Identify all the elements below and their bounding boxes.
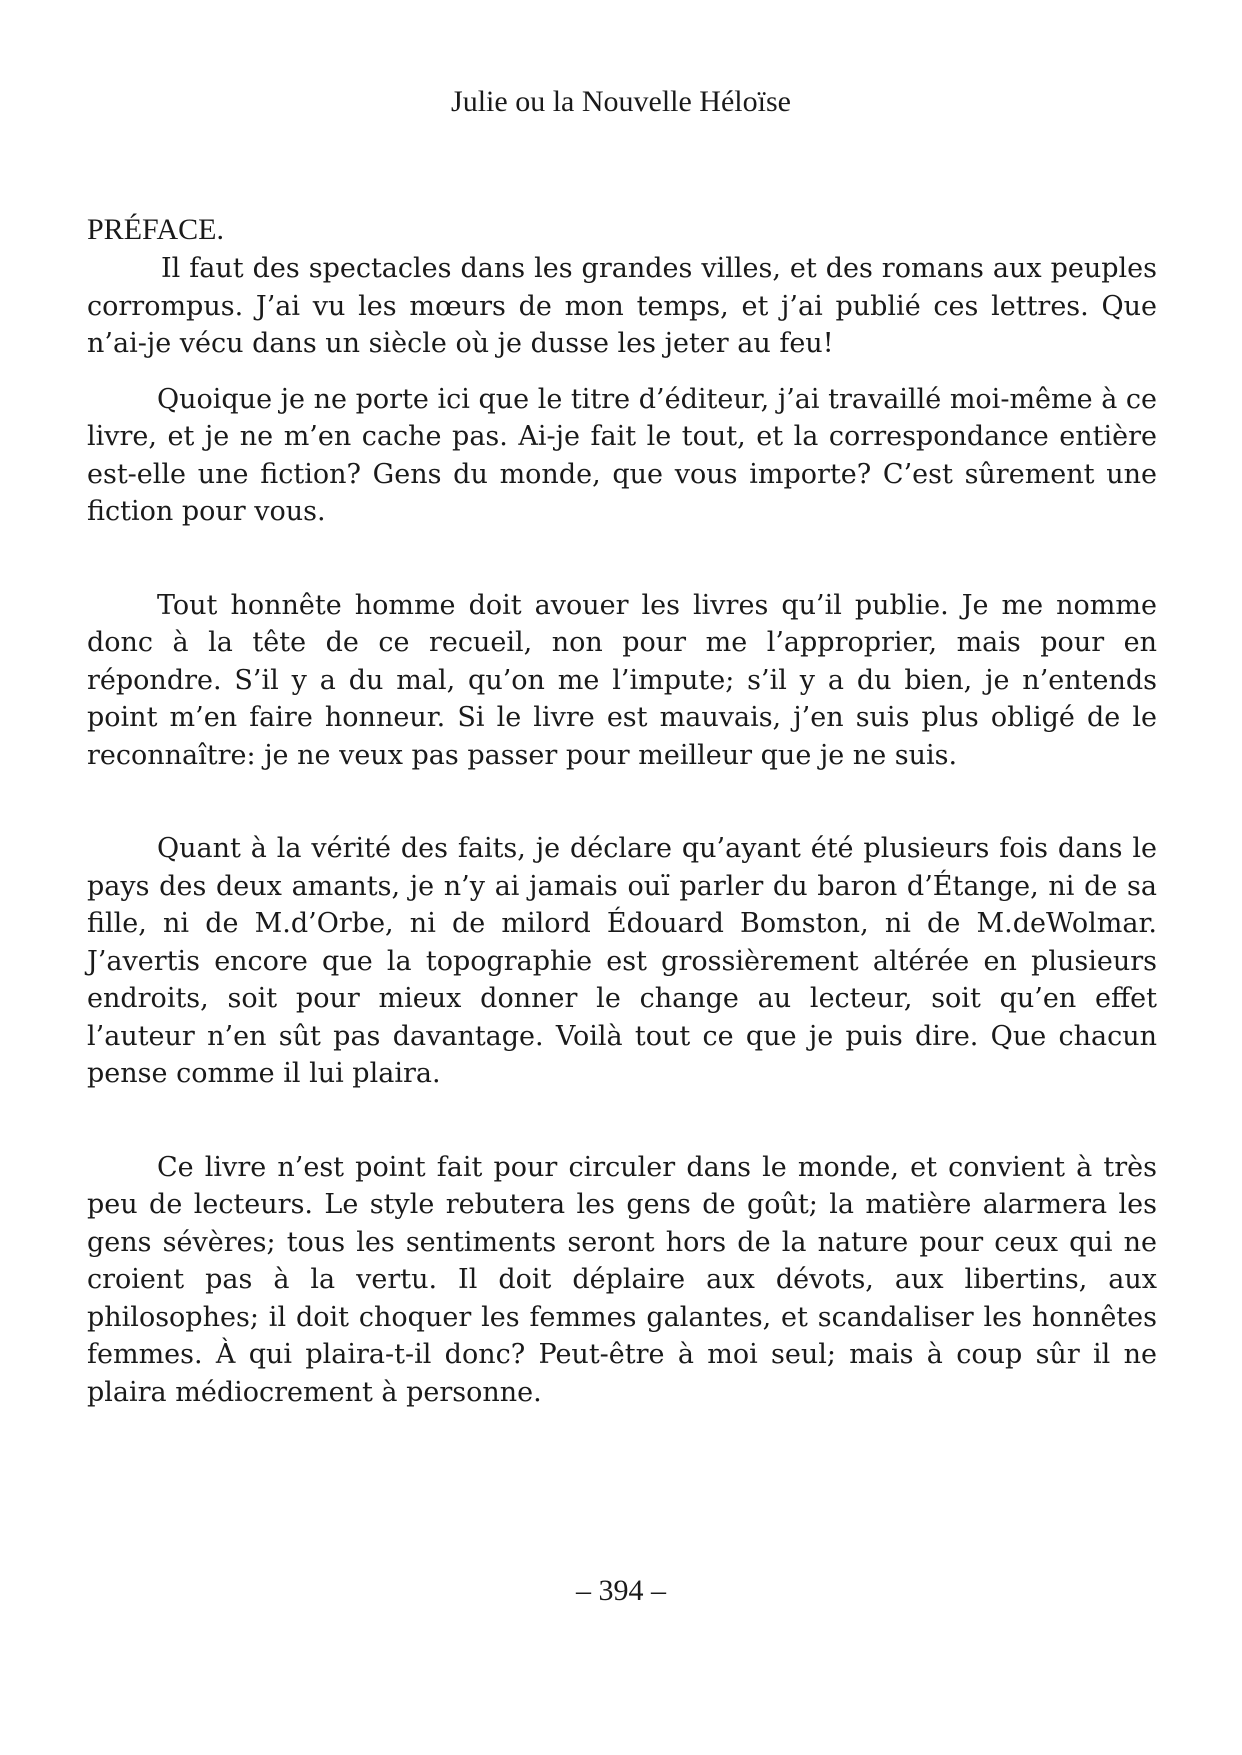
- paragraph-5: Ce livre n’est point fait pour circuler dans le monde, et convient à très peu de lecteurs. Le style rebutera les gens de goût; la matière alarmera les gens sévères; tous les sentiments seront hors de la nature pour ceux qui ne croient pas à la vertu. Il doit déplaire aux dévots, aux libertins, aux philosophes; il doit choquer les femmes galantes, et scandaliser les honnêtes femmes. À qui plaira-t-il donc? Peut-être à moi seul; mais à coup sûr il ne plaira médiocrement à personne.: [87, 1151, 1157, 1408]
- paragraph-spacer: [87, 1093, 1157, 1149]
- paragraph-spacer: [87, 774, 1157, 830]
- paragraph-spacer: [87, 531, 1157, 587]
- paragraph-3: Tout honnête homme doit avouer les livres qu’il publie. Je me nomme donc à la tête de ce recueil, non pour me l’approprier, mais pour en répondre. S’il y a du mal, qu’on me l’impute; s’il y a du bien, je n’entends point m’en faire honneur. Si le livre est mauvais, j’en suis plus obligé de le reconnaître: je ne veux pas passer pour meilleur que je ne suis.: [87, 589, 1157, 771]
- paragraph-spacer: [87, 363, 1157, 381]
- paragraph-2: Quoique je ne porte ici que le titre d’éditeur, j’ai travaillé moi-même à ce livre, et je ne m’en cache pas. Ai-je fait le tout, et la correspondance entière est-elle une fiction? Gens du monde, que vous importe? C’est sûrement une fiction pour vous.: [87, 383, 1157, 527]
- paragraph-1: Il faut des spectacles dans les grandes villes, et des romans aux peuples corrompus. J’ai vu les mœurs de mon temps, et j’ai publié ces lettres. Que n’ai-je vécu dans un siècle où je dusse les jeter au feu!: [87, 253, 1157, 359]
- page-body: [87, 210, 1157, 1411]
- paragraph-4: Quant à la vérité des faits, je déclare qu’ayant été plusieurs fois dans le pays des deux amants, je n’y ai jamais ouï parler du baron d’Étange, ni de sa fille, ni de M.d’Orbe, ni de milord Édouard Bomston, ni de M.deWolmar. J’avertis encore que la topographie est grossièrement altérée en plusieurs endroits, soit pour mieux donner le change au lecteur, soit qu’en effet l’auteur n’en sût pas davantage. Voilà tout ce que je puis dire. Que chacun pense comme il lui plaira.: [87, 833, 1157, 1089]
- running-title: Julie ou la Nouvelle Héloïse: [451, 85, 791, 118]
- page-number: – 394 –: [576, 1574, 666, 1607]
- section-heading: PRÉFACE.: [87, 213, 224, 246]
